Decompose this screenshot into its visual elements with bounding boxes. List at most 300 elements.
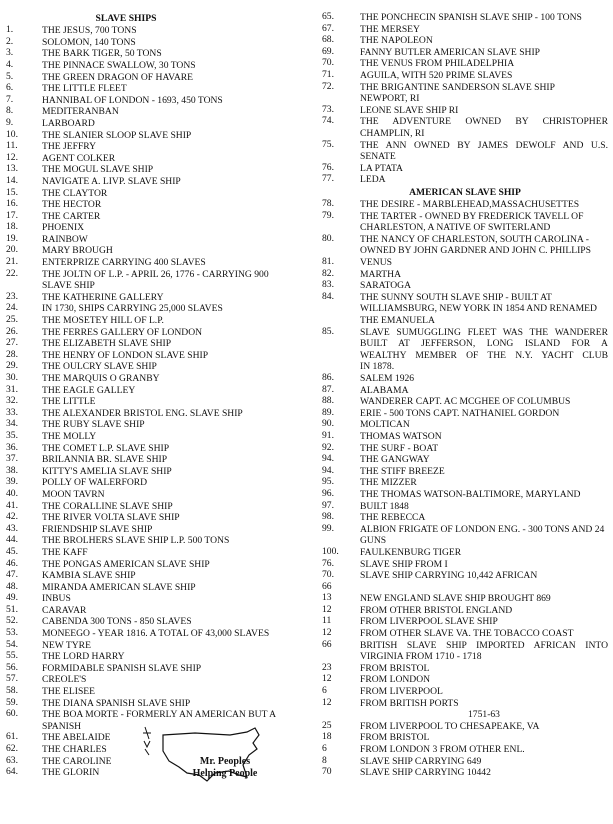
list-item [322,454,608,466]
list-item [6,674,296,686]
item-text [360,709,608,721]
list-item [322,443,608,455]
item-text [42,48,296,60]
item-text-line: NEW ENGLAND SLAVE SHIP BROUGHT 869 [360,593,551,605]
item-text-line: IN 1878. [360,361,395,373]
item-text-line: AGENT COLKER [42,152,116,164]
item-number: 18. [6,221,18,233]
item-number: 44. [6,534,18,546]
list-item [6,686,296,698]
item-text [360,732,608,744]
item-number: 65. [322,11,334,22]
item-text-line: SARATOGA [360,280,411,292]
item-text [42,72,296,84]
item-text [360,744,608,756]
item-text-line: FAULKENBURG TIGER [360,546,462,558]
item-text-line: THE RUBY SLAVE SHIP [42,419,145,431]
list-item [6,628,296,640]
item-text [360,559,608,571]
item-text-line: SLAVE SHIP [42,280,95,292]
item-text-line: THE CORALLINE SLAVE SHIP [42,500,173,512]
item-number: 22. [6,267,18,279]
list-item [6,547,296,559]
item-number: 12 [322,627,332,639]
list-item [6,315,296,327]
item-number: 87. [322,383,334,395]
item-number: 76. [322,161,334,173]
list-item [6,303,296,315]
list-item [322,70,608,82]
list-item [322,524,608,547]
item-number: 52. [6,615,18,627]
list-item [322,547,608,559]
item-number: 20. [6,244,18,256]
list-item [6,605,296,617]
item-text-line: THE SURF - BOAT [360,442,439,454]
mr-peoples-logo [135,725,285,787]
item-text-line: HANNIBAL OF LONDON - 1693, 450 TONS [42,94,223,106]
item-text [42,454,296,466]
item-text-line: THE SUNNY SOUTH SLAVE SHIP - BUILT AT [360,291,552,303]
item-number: 85. [322,325,334,337]
item-text-line: BRITISH SLAVE SHIP IMPORTED AFRICAN INTO [360,639,608,651]
item-number: 59. [6,696,18,708]
item-text [42,188,296,200]
item-text [42,698,296,710]
item-text [360,12,608,24]
item-text-line: LEONE SLAVE SHIP RI [360,104,459,116]
item-text [42,385,296,397]
item-text-line: THE VENUS FROM PHILADELPHIA [360,58,515,70]
list-item [322,116,608,139]
item-text-line: THE COMET L.P. SLAVE SHIP [42,442,170,454]
item-number: 12 [322,603,332,615]
item-number: 21. [6,256,18,268]
item-text [42,234,296,246]
item-number: 30. [6,372,18,383]
item-number: 3. [6,47,14,59]
item-text-line: THE CLAYTOR [42,187,108,199]
item-text [360,419,608,431]
item-number: 61. [6,731,18,743]
list-item [322,663,608,675]
item-text-line: MIRANDA AMERICAN SLAVE SHIP [42,581,196,593]
item-number: 26. [6,325,18,337]
item-number: 64. [6,766,18,778]
item-number: 42. [6,511,18,523]
item-text-line: FROM OTHER SLAVE VA. THE TOBACCO COAST [360,628,574,640]
item-number: 46. [6,557,18,569]
item-number: 58. [6,685,18,697]
item-number: 53. [6,627,18,639]
item-text [42,431,296,443]
list-item [322,105,608,117]
list-item [322,234,608,257]
item-text-line: THE MOSETEY HILL OF L.P. [42,315,164,327]
item-text [42,199,296,211]
item-number: 89. [322,406,334,418]
list-item [6,83,296,95]
list-item [6,327,296,339]
item-text [360,24,608,36]
item-number: 91. [322,429,334,441]
item-text [360,756,608,768]
item-text [42,640,296,652]
item-text [42,663,296,675]
item-text-line: THE OULCRY SLAVE SHIP [42,361,157,373]
list-item [6,443,296,455]
item-text-line: VIRGINIA FROM 1710 - 1718 [360,651,482,663]
item-text [360,211,608,234]
item-text [42,535,296,547]
item-text [360,174,608,186]
item-text-line: FROM LIVERPOOL TO CHESAPEAKE, VA [360,720,540,732]
item-text [360,82,608,105]
list-item [6,106,296,118]
item-text [360,269,608,281]
item-text-line: THE CAROLINE [42,755,112,767]
item-text-line: SLAVE SHIP CARRYING 10,442 AFRICAN [360,570,538,582]
item-text [360,582,608,594]
item-text-line: THE BRIGANTINE SANDERSON SLAVE SHIP [360,81,555,93]
list-item [322,732,608,744]
list-item [6,616,296,628]
item-text-line: SENATE [360,151,396,163]
item-number: 66 [322,638,332,650]
item-text-line: CHAMPLIN, RI [360,127,425,139]
item-number: 6 [322,685,327,697]
list-item [322,408,608,420]
item-text [360,292,608,327]
item-text-line: ALBION FRIGATE OF LONDON ENG. - 300 TONS AND 24 [360,523,605,535]
item-text-line: THE ADVENTURE OWNED BY CHRISTOPHER [360,116,608,128]
item-text [42,118,296,130]
item-number: 9. [6,116,14,128]
item-number: 92. [322,441,334,453]
list-item [6,396,296,408]
item-text-line: FROM LONDON [360,674,431,686]
list-item [322,211,608,234]
item-text-line: LARBOARD [42,117,95,129]
item-number: 36. [6,441,18,453]
list-item [6,164,296,176]
item-text-line: SLAVE SHIP FROM I [360,558,448,570]
item-text [42,106,296,118]
item-text [360,116,608,139]
item-number: 17. [6,209,18,221]
item-number: 47. [6,569,18,581]
item-text [360,570,608,582]
list-item [322,327,608,373]
item-text [42,211,296,223]
item-text-line: THE LITTLE [42,396,96,408]
item-number: 28. [6,348,18,360]
item-text-line [360,582,608,594]
item-text-line: LEDA [360,174,386,186]
item-text [42,477,296,489]
list-item [6,640,296,652]
item-number: 76. [322,557,334,569]
item-text-line: THE CARTER [42,210,101,222]
item-text-line: RAINBOW [42,233,88,245]
item-number: 34. [6,418,18,430]
item-number: 81. [322,256,334,268]
list-item [6,72,296,84]
list-item [6,199,296,211]
item-number: 45. [6,545,18,557]
item-text [360,489,608,501]
item-number: 98. [322,511,334,523]
list-item [6,698,296,710]
item-text [360,280,608,292]
item-text [360,373,608,385]
item-number: 4. [6,58,14,70]
list-item [6,663,296,675]
item-number: 24. [6,302,18,314]
item-number: 80. [322,232,334,244]
item-text [42,315,296,327]
item-number: 86. [322,372,334,383]
item-text-line: THE HENRY OF LONDON SLAVE SHIP [42,349,209,361]
item-text [42,37,296,49]
item-number: 35. [6,429,18,441]
list-item [6,419,296,431]
item-text-line: THE RIVER VOLTA SLAVE SHIP [42,512,180,524]
item-number: 8 [322,754,327,766]
item-number: 56. [6,661,18,673]
item-text-line: OWNED BY JOHN GARDNER AND JOHN C. PHILLIPS [360,245,591,257]
item-text [42,164,296,176]
item-text [42,443,296,455]
list-item [322,640,608,663]
item-text-line: FROM BRISTOL [360,662,430,674]
list-item [322,767,608,779]
item-text-line: INBUS [42,593,71,605]
item-text [360,257,608,269]
list-item [6,222,296,234]
list-item [6,176,296,188]
list-item [6,245,296,257]
item-text [42,269,296,292]
item-text-line: THE ELIZABETH SLAVE SHIP [42,338,172,350]
item-text [360,199,608,211]
list-item [6,269,296,292]
item-text [42,674,296,686]
item-text-line: SOLOMON, 140 TONS [42,36,136,48]
item-text-line: THE REBECCA [360,512,426,524]
item-text-line: THE EMANUELA [360,315,435,327]
item-number: 25. [6,314,18,326]
item-number: 63. [6,754,18,766]
item-text-line: WANDERER CAPT. AC MCGHEE OF COLUMBUS [360,396,571,408]
left-ship-list [6,25,296,779]
list-item [6,60,296,72]
item-text-line: BUILT AT JEFFERSON, LONG ISLAND FOR A [360,338,608,350]
item-text-line: THE FERRES GALLERY OF LONDON [42,326,203,338]
item-number: 2. [6,35,14,47]
item-number: 11 [322,615,332,627]
list-item [6,361,296,373]
item-text-line: NEW TYRE [42,639,91,651]
list-item [322,501,608,513]
list-item [6,350,296,362]
item-text [360,686,608,698]
item-number: 32. [6,395,18,407]
list-item [322,593,608,605]
list-item [322,605,608,617]
list-item [6,188,296,200]
item-text [42,570,296,582]
list-item [6,37,296,49]
item-text-line: THE STIFF BREEZE [360,465,445,477]
item-number: 88. [322,395,334,407]
right-ship-list-bottom [322,199,608,779]
item-number: 60. [6,708,18,720]
item-text-line: THE BROLHERS SLAVE SHIP L.P. 500 TONS [42,535,230,547]
item-text [360,327,608,373]
item-text-line: THE LORD HARRY [42,651,125,663]
item-number: 79. [322,209,334,221]
list-item [6,153,296,165]
item-number: 67. [322,22,334,34]
item-number: 95. [322,476,334,488]
logo-text-line1: Mr. Peoples [199,756,251,767]
item-number: 33. [6,406,18,418]
item-text [360,408,608,420]
item-text [42,605,296,617]
item-text-line: THE CHARLES [42,744,107,755]
item-number: 12 [322,673,332,685]
item-text [360,663,608,675]
item-text-line: MONEEGO - YEAR 1816. A TOTAL OF 43,000 SLAVES [42,628,270,640]
item-text [360,396,608,408]
item-text-line: THE MARQUIS O GRANBY [42,373,160,384]
right-ship-list-top [322,12,608,186]
item-number: 13. [6,163,18,175]
list-item [322,12,608,24]
item-text-line: SALEM 1926 [360,373,415,384]
item-text [360,547,608,559]
item-number: 70. [322,57,334,69]
item-text [360,385,608,397]
item-text [360,593,608,605]
item-text-line: MOON TAVRN [42,488,105,500]
item-text [42,501,296,513]
item-number: 75. [322,138,334,150]
list-item [6,431,296,443]
list-item [322,709,608,721]
item-number: 1. [6,24,14,36]
item-text-line: CARAVAR [42,604,87,616]
item-text [360,35,608,47]
item-text [360,47,608,59]
item-text-line: KITTY'S AMELIA SLAVE SHIP [42,465,172,477]
item-number: 29. [6,360,18,372]
item-text [42,396,296,408]
item-text-line: PHOENIX [42,222,85,234]
item-number: 100. [322,545,339,557]
item-text-line: THE TARTER - OWNED BY FREDERICK TAVELL OF [360,210,584,222]
list-item [6,593,296,605]
item-text [360,674,608,686]
item-text-line: IN 1730, SHIPS CARRYING 25,000 SLAVES [42,303,223,315]
item-text-line: THE JOLTN OF L.P. - APRIL 26, 1776 - CARRYING 900 [42,268,269,280]
list-item [6,25,296,37]
item-number: 82. [322,267,334,279]
item-number: 97. [322,499,334,511]
item-number: 70. [322,569,334,581]
list-item [6,373,296,385]
item-text [42,651,296,663]
list-item [322,373,608,385]
item-text [360,70,608,82]
item-number: 13 [322,592,332,604]
item-text-line: THE PONGAS AMERICAN SLAVE SHIP [42,558,210,570]
item-text-line: AGUILA, WITH 520 PRIME SLAVES [360,69,513,81]
item-text-line: BUILT 1848 [360,500,409,512]
item-text-line: FROM LIVERPOOL SLAVE SHIP [360,616,498,628]
item-text-line: THE THOMAS WATSON-BALTIMORE, MARYLAND [360,488,581,500]
item-text [360,140,608,163]
item-text-line: FROM BRITISH PORTS [360,697,459,709]
item-text [42,245,296,257]
item-text-line: SLAVE SHIP CARRYING 10442 [360,767,491,779]
item-number: 10. [6,128,18,140]
item-text [360,443,608,455]
item-text-line: THE NAPOLEON [360,35,433,47]
list-item [322,35,608,47]
item-text [42,350,296,362]
list-item [6,582,296,594]
item-text-line: THE MOLLY [42,430,97,442]
list-item [6,338,296,350]
list-item [6,211,296,223]
item-text [42,292,296,304]
item-text [42,489,296,501]
item-number: 6. [6,82,14,94]
list-item [322,570,608,582]
item-text-line: THE LITTLE FLEET [42,83,127,95]
item-text-line: THE JESUS, 700 TONS [42,25,137,37]
item-text [42,130,296,142]
item-text-line: THE JEFFRY [42,141,97,153]
item-text-line: FORMIDABLE SPANISH SLAVE SHIP [42,662,202,674]
item-number: 83. [322,279,334,291]
list-item [322,756,608,768]
list-item [322,257,608,269]
item-text [360,698,608,710]
item-text [360,616,608,628]
item-text-line: SLAVE SHIP CARRYING 649 [360,755,482,767]
item-number: 14. [6,174,18,186]
item-number: 99. [322,522,334,534]
item-text-line: THE DIANA SPANISH SLAVE SHIP [42,697,191,709]
list-item [322,58,608,70]
list-item [6,512,296,524]
list-item [6,501,296,513]
item-number: 77. [322,173,334,185]
item-text-line: THE NANCY OF CHARLESTON, SOUTH CAROLINA - [360,233,589,245]
item-text [42,593,296,605]
item-number: 5. [6,70,14,82]
item-text [42,361,296,373]
item-text-line: THE ABELAIDE [42,732,111,744]
item-number: 94. [322,464,334,476]
item-text-line: CHARLESTON, A NATIVE OF SWITERLAND [360,222,551,234]
item-text-line: CREOLE'S [42,674,87,686]
item-text [42,141,296,153]
item-number: 62. [6,743,18,754]
